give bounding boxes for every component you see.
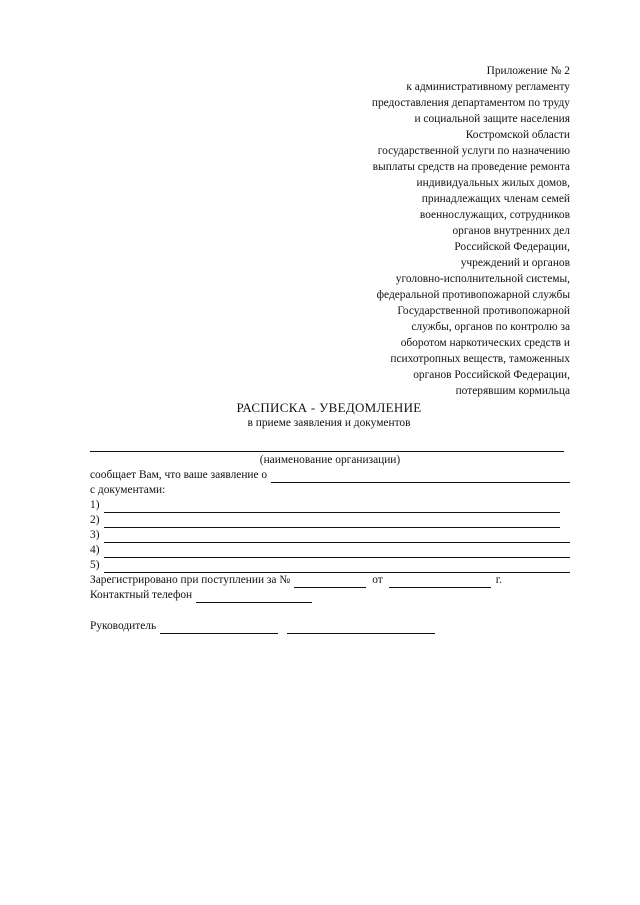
appendix-line: предоставления департаментом по труду bbox=[371, 97, 570, 109]
document-item-row bbox=[90, 543, 570, 558]
appendix-line: Костромской области bbox=[465, 129, 570, 141]
application-label: сообщает Вам, что ваше заявление о bbox=[90, 469, 268, 481]
appendix-line: выплаты средств на проведение ремонта bbox=[372, 161, 570, 173]
appendix-line: военнослужащих, сотрудников bbox=[419, 209, 570, 221]
organization-caption: (наименование организации) bbox=[259, 454, 401, 466]
application-row bbox=[90, 468, 570, 483]
appendix-line: потерявшим кормильца bbox=[455, 385, 570, 397]
phone-row bbox=[90, 588, 570, 603]
head-name-field[interactable] bbox=[287, 622, 435, 634]
document-item-number: 3) bbox=[90, 529, 100, 541]
documents-label: с документами: bbox=[90, 484, 166, 496]
appendix-line: учреждений и органов bbox=[460, 257, 570, 269]
organization-name-line[interactable] bbox=[90, 451, 564, 452]
receipt-form bbox=[90, 451, 570, 634]
title-block bbox=[90, 400, 568, 431]
document-item-field[interactable] bbox=[104, 501, 561, 513]
registration-number-field[interactable] bbox=[294, 576, 366, 588]
head-signature-field[interactable] bbox=[160, 622, 278, 634]
appendix-line: Государственной противопожарной bbox=[397, 305, 570, 317]
document-subtitle: в приеме заявления и документов bbox=[247, 417, 411, 429]
appendix-line: психотропных веществ, таможенных bbox=[390, 353, 570, 365]
appendix-line: уголовно-исполнительной системы, bbox=[395, 273, 570, 285]
document-item-number: 1) bbox=[90, 499, 100, 511]
document-item-row bbox=[90, 513, 560, 528]
appendix-line: органов Российской Федерации, bbox=[413, 369, 570, 381]
appendix-line: и социальной защите населения bbox=[414, 113, 570, 125]
appendix-header bbox=[300, 63, 570, 399]
phone-field[interactable] bbox=[196, 591, 312, 603]
document-item-number: 5) bbox=[90, 559, 100, 571]
year-suffix: г. bbox=[495, 574, 502, 586]
document-item-row bbox=[90, 558, 570, 573]
documents-label-row bbox=[90, 483, 570, 498]
document-item-number: 2) bbox=[90, 514, 100, 526]
registration-label: Зарегистрировано при поступлении за № bbox=[90, 574, 291, 586]
appendix-line: Приложение № 2 bbox=[486, 65, 570, 77]
document-item-number: 4) bbox=[90, 544, 100, 556]
appendix-line: Российской Федерации, bbox=[454, 241, 570, 253]
document-item-row bbox=[90, 498, 560, 513]
document-item-field[interactable] bbox=[104, 546, 571, 558]
appendix-line: оборотом наркотических средств и bbox=[400, 337, 570, 349]
document-title: РАСПИСКА - УВЕДОМЛЕНИЕ bbox=[236, 400, 422, 415]
document-item-row bbox=[90, 528, 570, 543]
appendix-line: федеральной противопожарной службы bbox=[376, 289, 570, 301]
registration-date-field[interactable] bbox=[389, 576, 491, 588]
appendix-line: государственной услуги по назначению bbox=[377, 145, 570, 157]
appendix-line: службы, органов по контролю за bbox=[411, 321, 570, 333]
registration-date-label: от bbox=[372, 574, 383, 586]
registration-row bbox=[90, 573, 570, 588]
document-item-field[interactable] bbox=[104, 561, 571, 573]
application-subject-field[interactable] bbox=[271, 471, 570, 483]
appendix-line: принадлежащих членам семей bbox=[421, 193, 570, 205]
head-signature-row bbox=[90, 619, 570, 634]
document-item-field[interactable] bbox=[104, 516, 561, 528]
appendix-line: к административному регламенту bbox=[406, 81, 570, 93]
document-item-field[interactable] bbox=[104, 531, 571, 543]
appendix-line: органов внутренних дел bbox=[452, 225, 570, 237]
appendix-line: индивидуальных жилых домов, bbox=[416, 177, 570, 189]
head-label: Руководитель bbox=[90, 620, 157, 632]
phone-label: Контактный телефон bbox=[90, 589, 193, 601]
